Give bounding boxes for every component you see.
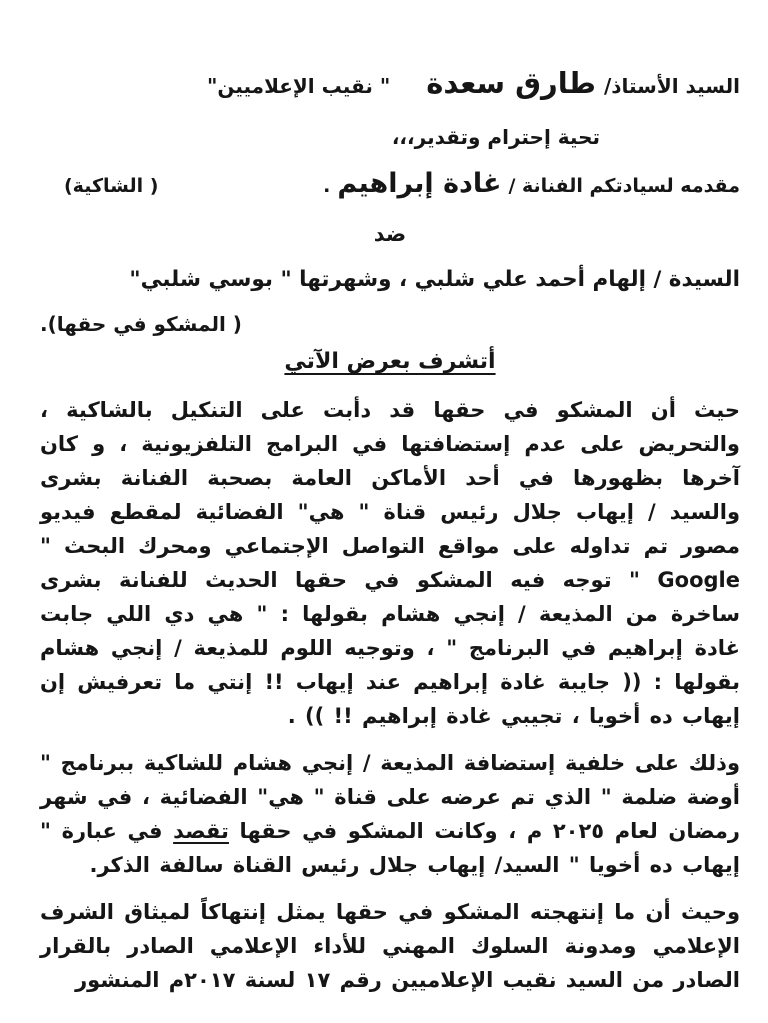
addressee-prefix: السيد الأستاذ/ xyxy=(603,74,740,98)
respondent-role-label: ( المشكو في حقها). xyxy=(40,312,242,336)
body-paragraph-2 xyxy=(40,746,740,882)
section-title: أتشرف بعرض الآتي xyxy=(284,349,496,374)
versus-word: ضد xyxy=(373,222,407,246)
paragraph-2-text-after: في عبارة " إيهاب ده أخويا " السيد/ إيهاب جلال رئيس القناة سالفة الذكر. xyxy=(40,819,740,877)
addressee-name: طارق سعدة xyxy=(426,66,596,100)
addressee-line xyxy=(40,66,740,100)
presented-by-line xyxy=(40,168,740,199)
complainant-name: غادة إبراهيم xyxy=(337,168,502,199)
paragraph-2-underlined-word: تقصد xyxy=(173,819,229,843)
greeting-line: تحية إحترام وتقدير،،، xyxy=(391,125,600,149)
complainant-role-label: ( الشاكية) xyxy=(64,175,159,197)
addressee-title: " نقيب الإعلاميين" xyxy=(206,74,391,98)
presented-by-prefix: مقدمه لسيادتكم الفنانة / xyxy=(508,175,740,197)
addressee-name-group xyxy=(426,66,740,100)
respondent-line: السيدة / إلهام أحمد علي شلبي ، وشهرتها " بوسي شلبي" xyxy=(129,267,740,292)
body-paragraph-3: وحيث أن ما إنتهجته المشكو في حقها يمثل إنتهاكاً لميثاق الشرف الإعلامي ومدونة السلوك المهني للأداء الإعلامي الصادر بالقرار الصادر من السيد نقيب الإعلاميين رقم ١٧ لسنة ٢٠١٧م المنشور xyxy=(40,900,740,992)
presented-by-suffix: . xyxy=(323,175,331,197)
presented-by-group xyxy=(323,168,740,199)
paragraph-2-text-before: وذلك على خلفية إستضافة المذيعة / إنجي هشام للشاكية ببرنامج " أوضة ضلمة " الذي تم عرضه على قناة " هي" الفضائية ، في شهر رمضان لعام ٢٠٢٥ م ، وكانت المشكو في حقها xyxy=(40,751,740,843)
body-paragraph-1: حيث أن المشكو في حقها قد دأبت على التنكيل بالشاكية ، والتحريض على عدم إستضافتها في البرامج التلفزيونية ، و كان آخرها بظهورها في أحد الأماكن العامة بصحبة الفنانة بشرى والسيد / إيهاب جلال رئيس قناة " هي" الفضائية لمقطع فيديو مصور تم تداوله على مواقع التواصل الإجتماعي ومحرك البحث " Google " توجه فيه المشكو في حقها الحديث للفنانة بشرى ساخرة من المذيعة / إنجي هشام بقولها : " هي دي اللي جابت غادة إبراهيم في البرنامج " ، وتوجيه اللوم للمذيعة / إنجي هشام بقولها : (( جايبة غادة إبراهيم عند إيهاب !! إنتي ما تعرفيش إن إيهاب ده أخويا ، تجيبي غادة إبراهيم !! )) . xyxy=(40,398,740,728)
